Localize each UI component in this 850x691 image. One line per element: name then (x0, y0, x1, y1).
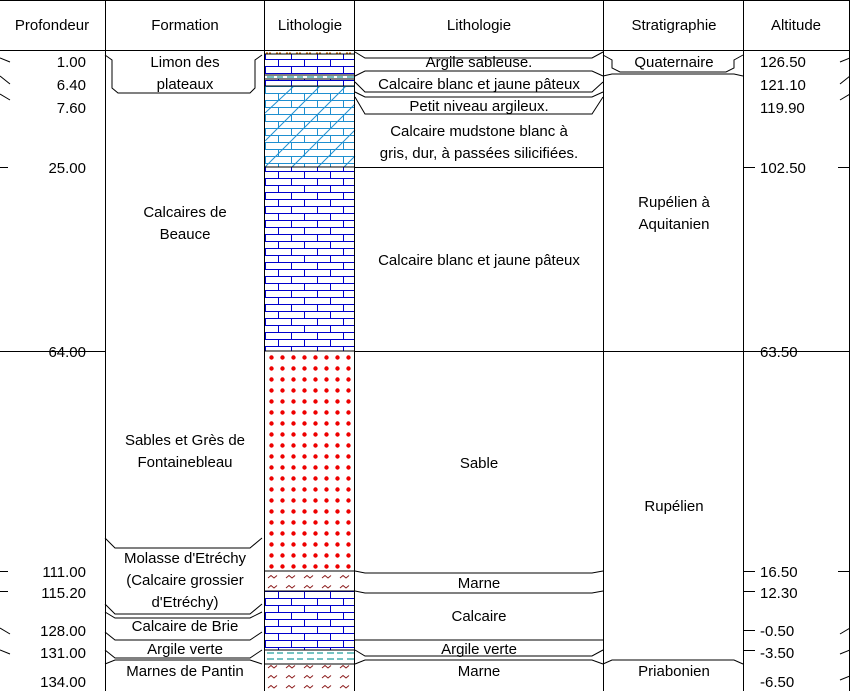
formation-label: Calcaires de (143, 204, 227, 221)
altitude-label: -3.50 (760, 645, 795, 662)
header-depth: Profondeur (14, 17, 90, 34)
header-row (15, 17, 821, 34)
formation-label: Beauce (159, 226, 211, 243)
clay-thin-layer (265, 75, 355, 79)
altitude-label: 63.50 (760, 344, 798, 361)
lithology-label: gris, dur, à passées silicifiées. (379, 145, 579, 162)
formation-label: Limon des (150, 54, 220, 71)
altitude-label: 119.90 (760, 100, 805, 117)
lithology-label: Argile verte (441, 641, 517, 658)
limestone-layer-3 (265, 167, 355, 351)
lithology-boxes (355, 52, 603, 664)
formation-label: Fontainebleau (137, 454, 233, 471)
marl-layer-2 (265, 664, 355, 691)
altitude-label: 102.50 (760, 160, 806, 177)
limestone-layer-2 (265, 79, 355, 86)
lithology-label: Calcaire mudstone blanc à (390, 123, 568, 140)
header-stratigraphy: Stratigraphie (631, 17, 717, 34)
formation-label: Calcaire de Brie (131, 618, 239, 635)
limestone-layer-1 (265, 54, 355, 74)
formation-label: Sables et Grès de (124, 432, 246, 449)
formation-label: Argile verte (147, 641, 223, 658)
lithology-labels (378, 54, 580, 680)
lithology-label: Calcaire (451, 608, 507, 625)
stratigraphy-label: Rupélien à (638, 194, 710, 211)
depth-label: 131.00 (40, 645, 86, 662)
lithology-label: Calcaire blanc et jaune pâteux (378, 76, 580, 93)
altitude-label: 121.10 (760, 77, 806, 94)
depth-label: 64.00 (48, 344, 86, 361)
formation-label: (Calcaire grossier (126, 572, 244, 589)
stratigraphy-label: Quaternaire (634, 54, 714, 71)
altitude-label: 12.30 (760, 585, 798, 602)
limestone-layer-4 (265, 591, 355, 650)
lithology-label: Marne (457, 575, 501, 592)
clay-layer (265, 650, 355, 664)
formation-label: Marnes de Pantin (126, 663, 244, 680)
lithology-label: Calcaire blanc et jaune pâteux (378, 252, 580, 269)
altitude-label: -0.50 (760, 623, 795, 640)
header-formation: Formation (151, 17, 219, 34)
depth-label: 25.00 (48, 160, 86, 177)
depth-labels (40, 54, 86, 691)
formation-label: plateaux (156, 76, 214, 93)
stratigraphy-label: Aquitanien (638, 216, 710, 233)
altitude-label: 16.50 (760, 564, 798, 581)
depth-label: 128.00 (40, 623, 86, 640)
stratigraphy-boxes (603, 55, 743, 664)
altitude-label: 126.50 (760, 54, 806, 71)
depth-label: 115.20 (41, 585, 86, 602)
mudstone-layer (265, 86, 355, 167)
depth-label: 111.00 (42, 564, 86, 581)
formation-labels (124, 54, 247, 680)
marl-layer-1 (265, 571, 355, 591)
lithology-label: Petit niveau argileux. (409, 98, 549, 115)
header-lithology-column: Lithologie (277, 17, 343, 34)
depth-label: 1.00 (56, 54, 86, 71)
formation-label: Molasse d'Etréchy (123, 550, 247, 567)
sand-layer (265, 351, 355, 571)
header-altitude: Altitude (770, 17, 822, 34)
stratigraphy-label: Priabonien (638, 663, 710, 680)
lithology-label: Marne (457, 663, 501, 680)
altitude-labels (760, 54, 806, 691)
depth-label: 134.00 (40, 674, 86, 691)
lithology-label: Sable (459, 455, 499, 472)
lithology-label: Argile sableuse. (425, 54, 533, 71)
stratigraphy-labels (634, 54, 713, 680)
header-lithology-description: Lithologie (446, 17, 512, 34)
formation-label: d'Etréchy) (151, 594, 219, 611)
altitude-label: -6.50 (760, 674, 795, 691)
stratigraphy-label: Rupélien (644, 498, 704, 515)
lithology-column (265, 51, 355, 691)
depth-label: 6.40 (56, 77, 86, 94)
depth-label: 7.60 (56, 100, 86, 117)
